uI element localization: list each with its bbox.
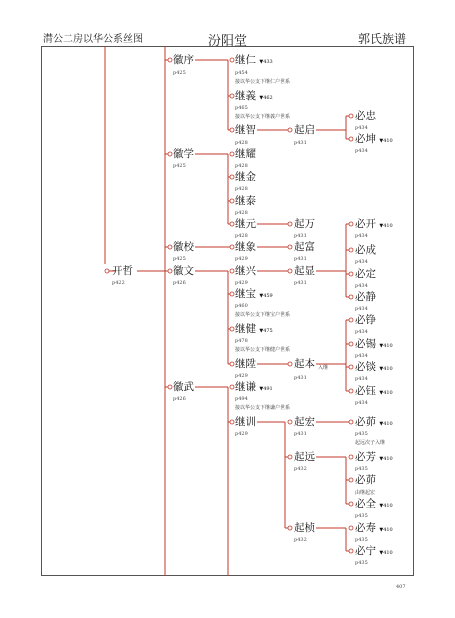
page-ref-jixing: p429: [235, 280, 248, 286]
note-jijian: 接以华公支下继健户世系: [235, 347, 291, 353]
person-jixiang: 继象: [235, 241, 256, 253]
page-ref-bikun: p434: [355, 148, 368, 154]
page-ref-bining: p435: [355, 560, 368, 566]
page-ref-weiwu: p426: [173, 396, 186, 402]
page-ref-jiyao: p428: [235, 163, 248, 169]
page-ref-kaizhe: p422: [112, 280, 125, 286]
note-jiyi: 接以华公支下继義户世系: [235, 114, 291, 120]
person-jitai: 继泰: [235, 195, 256, 207]
page-ref-biquan: p435: [355, 513, 368, 519]
person-jiyi: 继義 ▼462: [235, 90, 273, 102]
page-ref-jijin: p428: [235, 186, 248, 192]
page-ref-qizhen: p432: [294, 537, 307, 543]
person-kaizhe: 开哲: [112, 265, 133, 277]
page-ref-qiben: p431: [294, 375, 307, 381]
person-bicheng: 必成: [355, 244, 376, 256]
person-jiqian: 继谦 ▼491: [235, 381, 273, 393]
page-ref-bizhong: p434: [355, 125, 368, 131]
genealogy-title: 郭氏族谱: [358, 32, 407, 46]
person-bixi: 必锡 ▼410: [355, 338, 393, 350]
person-qiqi: 起启: [294, 124, 315, 136]
page-ref-biyu: p434: [355, 400, 368, 406]
person-bitan: 必锬 ▼410: [355, 361, 393, 373]
note-bimao2: 由继起宏: [355, 490, 376, 496]
page-ref-qifu: p431: [294, 256, 307, 262]
person-bimao2: 必茆: [355, 474, 376, 486]
page-ref-jibao: p460: [235, 303, 248, 309]
page-ref-qiyuan: p432: [294, 466, 307, 472]
page-ref-jizhi: p428: [235, 140, 248, 146]
person-jizhi: 继智: [235, 124, 256, 136]
page-ref-bicheng: p434: [355, 259, 368, 265]
note-jibao: 接以华公支下继宝户世系: [235, 312, 291, 318]
note-jiqian: 接以华公支下继谦户世系: [235, 405, 291, 411]
page-ref-jixun: p429: [235, 431, 248, 437]
page-ref-jiqian: p494: [235, 396, 248, 402]
page-ref-bizheng: p434: [355, 329, 368, 335]
page-ref-weiwen: p426: [173, 280, 186, 286]
page-ref-bijing: p434: [355, 306, 368, 312]
page-ref-bifang: p435: [355, 466, 368, 472]
page-ref-jishan: p429: [235, 373, 248, 379]
page-ref-jitai: p428: [235, 210, 248, 216]
note-jiren: 接以华公支下继仁户世系: [235, 79, 291, 85]
page-ref-weixu: p425: [173, 70, 186, 76]
page-number: 407: [396, 584, 406, 590]
person-biding: 必定: [355, 268, 376, 280]
person-biyu: 必钰 ▼410: [355, 385, 393, 397]
person-qiwan: 起万: [294, 218, 315, 230]
person-weixiao: 徽校: [173, 241, 194, 253]
person-bikai: 必开 ▼410: [355, 218, 393, 230]
person-qifu: 起富: [294, 241, 315, 253]
page-ref-jijian: p478: [235, 338, 248, 344]
page-ref-qixian: p431: [294, 280, 307, 286]
person-jiyao: 继耀: [235, 148, 256, 160]
person-bining: 必宁 ▼410: [355, 545, 393, 557]
person-jishan: 继陞: [235, 358, 256, 370]
person-qizhen: 起桢: [294, 522, 315, 534]
person-qiyuan: 起远: [294, 451, 315, 463]
person-bifang: 必芳 ▼410: [355, 451, 393, 463]
person-bizhong: 必忠: [355, 110, 376, 122]
page-ref-bishou: p435: [355, 537, 368, 543]
page-ref-bitan: p434: [355, 376, 368, 382]
page-ref-weixiao: p425: [173, 256, 186, 262]
person-jixun: 继训: [235, 416, 256, 428]
person-bishou: 必寿 ▼410: [355, 522, 393, 534]
person-jiyuan: 继元: [235, 218, 256, 230]
page-ref-bixi: p434: [355, 353, 368, 359]
person-jijian: 继健 ▼475: [235, 323, 273, 335]
page-ref-jiren: p454: [235, 70, 248, 76]
person-weixu: 徽序: [173, 54, 194, 66]
page-ref-jixiang: p429: [235, 256, 248, 262]
person-weixue: 徽学: [173, 148, 194, 160]
page-ref-bimao: p435: [355, 431, 368, 437]
person-bikun: 必坤 ▼410: [355, 133, 393, 145]
page-ref-biding: p434: [355, 283, 368, 289]
person-jiren: 继仁 ▼433: [235, 54, 273, 66]
person-weiwen: 徽文: [173, 265, 194, 277]
page-ref-qiwan: p431: [294, 233, 307, 239]
person-jixing: 继兴: [235, 265, 256, 277]
person-biquan: 必全 ▼410: [355, 498, 393, 510]
book-series-title: 潸公二房以华公系丝图: [43, 34, 143, 45]
note-ruzhui: 入继: [318, 365, 329, 371]
page-ref-weixue: p425: [173, 163, 186, 169]
person-qiben: 起本: [294, 358, 315, 370]
page-ref-qihong: p431: [294, 431, 307, 437]
page-ref-jiyi: p465: [235, 105, 248, 111]
person-jibao: 继宝 ▼459: [235, 288, 273, 300]
hall-name: 汾阳堂: [208, 34, 248, 49]
note-bimao: 起远次子入继: [355, 440, 386, 446]
person-bimao: 必茆 ▼410: [355, 416, 393, 428]
person-bijing: 必静: [355, 291, 376, 303]
person-qihong: 起宏: [294, 416, 315, 428]
person-jijin: 继金: [235, 171, 256, 183]
page-ref-qiqi: p431: [294, 140, 307, 146]
person-qixian: 起显: [294, 265, 315, 277]
page-ref-jiyuan: p428: [235, 233, 248, 239]
person-weiwu: 徽武: [173, 381, 194, 393]
person-bizheng: 必铮: [355, 314, 376, 326]
page-ref-bikai: p434: [355, 233, 368, 239]
